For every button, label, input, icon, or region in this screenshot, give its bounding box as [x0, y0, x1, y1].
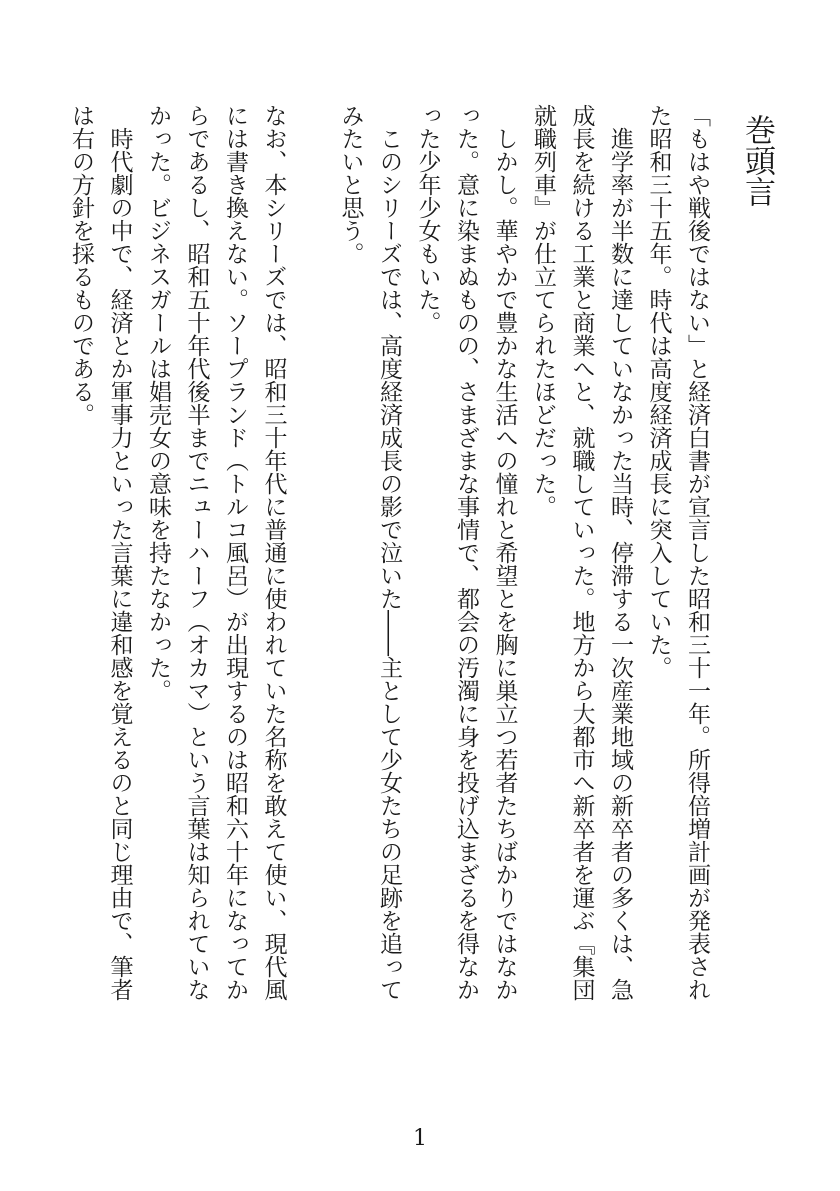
vertical-text-body: [36, 104, 776, 1014]
paragraph-5: なお、本シリーズでは、昭和三十年代に普通に使われていた名称を敢えて使い、現代風には書き換えない。ソープランド（トルコ風呂）が出現するのは昭和六十年になってからであるし、昭和五十年代後半までニューハーフ（オカマ）という言葉は知られていなかった。ビジネスガールは娼売女の意味を持たなかった。: [145, 104, 287, 1001]
blank-line: [293, 104, 332, 114]
page-title: 巻頭言: [739, 114, 775, 207]
paragraph-2: 進学率が半数に達していなかった当時、停滞する一次産業地域の新卒者の多くは、急成長を続ける工業と商業へと、就職していった。地方から大都市へ新卒者を運ぶ『集団就職列車』が仕立てられたほどだった。: [530, 104, 633, 1001]
paragraph-3: しかし。華やかで豊かな生活への憧れと希望とを胸に巣立つ若者たちばかりではなかった。意に染まぬものの、さまざまな事情で、都会の汚濁に身を投げ込まざるを得なかった少年少女もいた。: [414, 104, 518, 1001]
paragraph-4: このシリーズでは、高度経済成長の影で泣いた――主として少女たちの足跡を追ってみたいと思う。: [337, 104, 402, 1001]
paragraph-1: 「もはや戦後ではない」と経済白書が宣言した昭和三十一年。所得倍増計画が発表された昭和三十五年。時代は高度経済成長に突入していた。: [645, 104, 710, 1001]
page-number: 1: [413, 1126, 427, 1151]
paragraph-6: 時代劇の中で、経済とか軍事力といった言葉に違和感を覚えるのと同じ理由で、筆者は右の方針を採るものである。: [68, 104, 133, 1001]
